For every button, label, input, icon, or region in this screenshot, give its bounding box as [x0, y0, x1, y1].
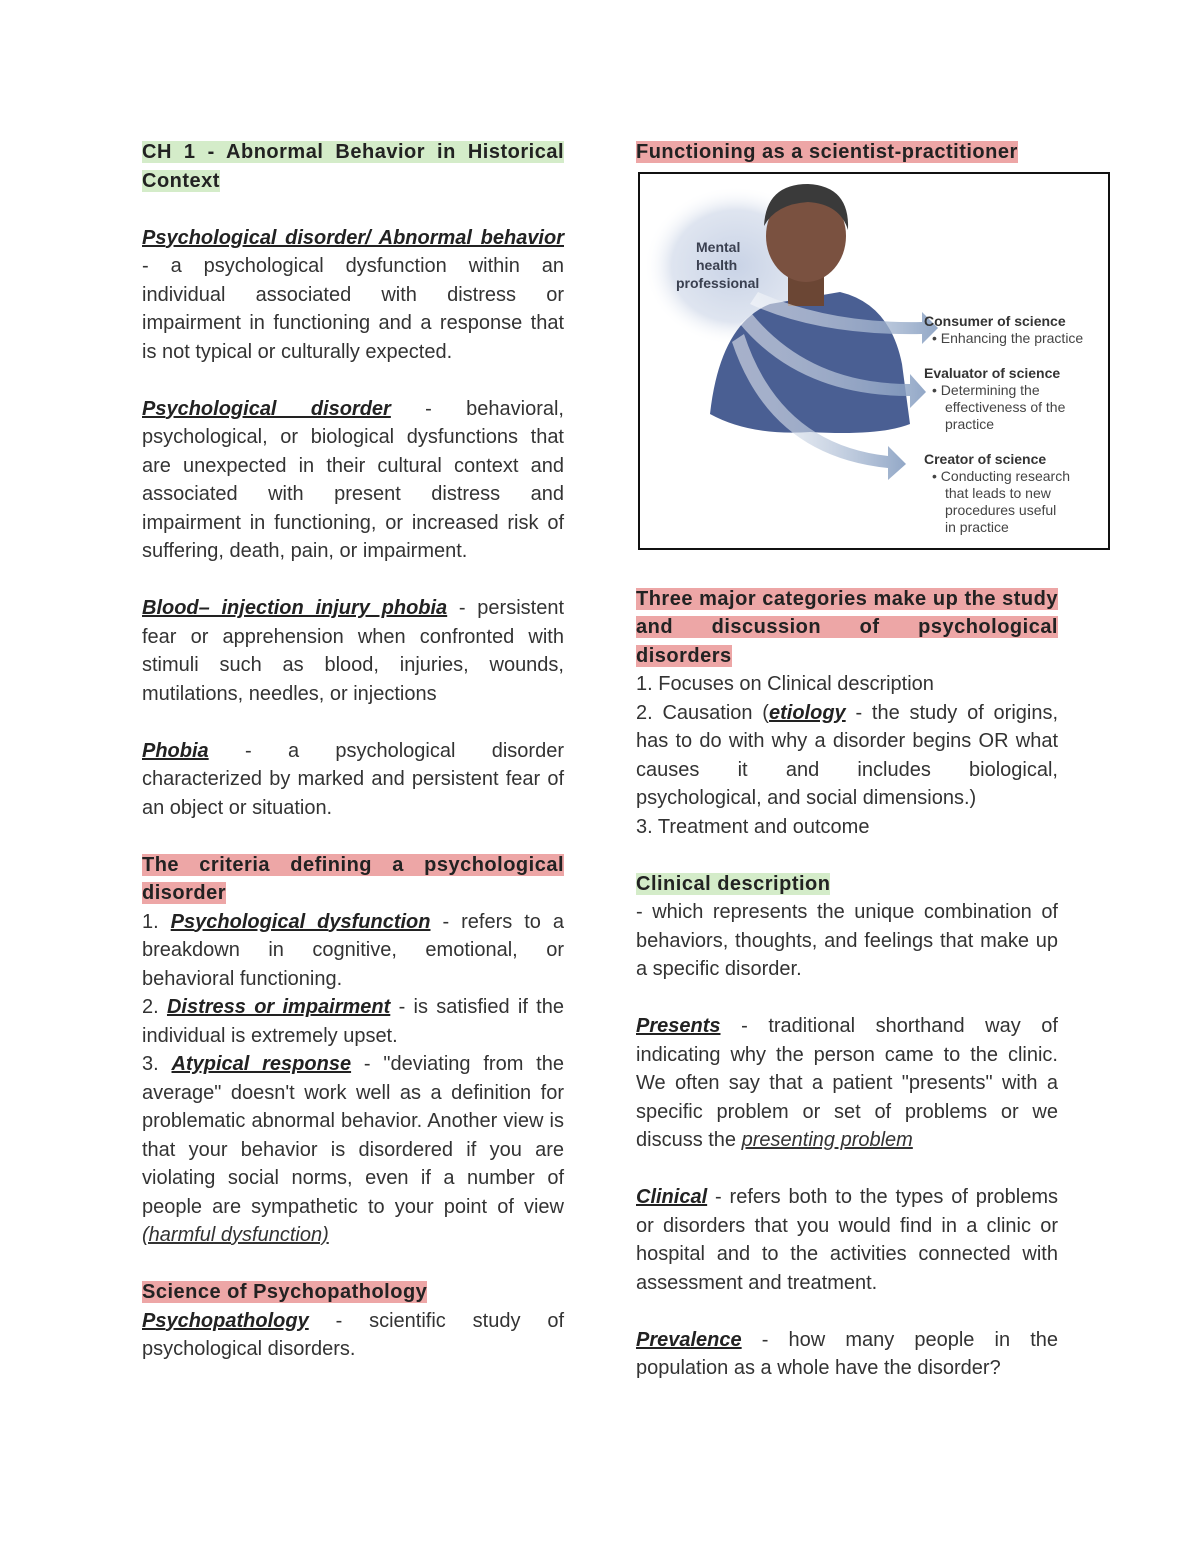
clinical-description-text: - which represents the unique combination of behaviors, thoughts, and feelings that make up a specific disorder. [636, 901, 1058, 980]
term-psychological-dysfunction: Psychological dysfunction [170, 910, 431, 933]
criteria-item [142, 993, 564, 1050]
category-item [636, 699, 1058, 813]
figure-heading-text: Functioning as a scientist-practitioner [636, 141, 1018, 163]
criteria-item [142, 908, 564, 994]
role-title: Creator of science [924, 451, 1047, 467]
term-distress-impairment: Distress or impairment [166, 996, 391, 1018]
term-abnormal-behavior: Psychological disorder/ Abnormal behavior [142, 226, 564, 249]
term-blood-injection-phobia: Blood– injection injury phobia [142, 597, 448, 619]
definition-psychopathology [142, 1307, 564, 1364]
criteria-heading [142, 851, 564, 908]
scientist-practitioner-figure [638, 172, 1110, 550]
figure-heading [636, 138, 1058, 167]
definition-clinical [636, 1183, 1058, 1297]
center-label-line: Mental [696, 239, 741, 255]
criteria-number: 2. [142, 996, 167, 1018]
role-line: practice [945, 416, 995, 432]
criteria-number: 3. [142, 1053, 172, 1075]
category-text: - the study of origins, has to do with why a disorder begins OR what causes it and includes biological, psychological, and social dimensions.) [636, 701, 1059, 809]
figure-illustration [640, 174, 1108, 548]
criteria-text: - is satisfied if the individual is extremely upset. [142, 996, 564, 1047]
role-consumer [924, 313, 1083, 346]
term-prevalence: Prevalence [636, 1328, 742, 1351]
definition-presents [636, 1012, 1058, 1155]
category-item: 1. Focuses on Clinical description [636, 673, 934, 695]
term-presents: Presents [636, 1015, 721, 1037]
criteria-item [142, 1050, 564, 1250]
criteria-text: - "deviating from the average" doesn't work well as a definition for problematic abnormal behavior. Another view is that your behavior is disordered if you are violating social norms, even if a number of people are sympathetic to your point of view [142, 1053, 564, 1218]
definition-phobia [142, 737, 564, 823]
chapter-title [142, 138, 564, 195]
left-column [142, 138, 564, 1364]
role-line: • Enhancing the practice [932, 330, 1084, 346]
definition-text: - persistent fear or apprehension when confronted with stimuli such as blood, injuries, wounds, mutilations, needles, or injections [142, 597, 565, 705]
definition-psychological-disorder [142, 395, 564, 566]
category-item: 3. Treatment and outcome [636, 815, 870, 838]
criteria-text: - refers to a breakdown in cognitive, emotional, or behavioral functioning. [142, 910, 564, 990]
definition-prevalence [636, 1326, 1058, 1383]
role-line: • Conducting research [932, 468, 1070, 484]
clinical-description-heading-text: Clinical description [636, 872, 831, 895]
role-title: Consumer of science [924, 313, 1066, 329]
role-creator [924, 451, 1070, 535]
role-line: in practice [945, 519, 1009, 535]
center-label-line: health [696, 257, 738, 273]
science-heading [142, 1278, 564, 1307]
chapter-title-text: CH 1 - Abnormal Behavior in Historical Context [142, 141, 564, 192]
category-prefix: 2. Causation ( [636, 701, 769, 724]
term-phobia: Phobia [142, 739, 209, 762]
definition-text: - behavioral, psychological, or biological dysfunctions that are unexpected in their cultural context and associated with present distress and impairment in functioning, or increased risk of suffering, death, pain, or impairment. [142, 397, 564, 562]
criteria-heading-text: The criteria defining a psychological disorder [142, 853, 564, 904]
role-line: procedures useful [945, 502, 1057, 518]
term-psychopathology: Psychopathology [142, 1309, 309, 1332]
science-heading-text: Science of Psychopathology [142, 1281, 428, 1303]
term-psychological-disorder: Psychological disorder [142, 397, 391, 420]
term-atypical-response: Atypical response [171, 1053, 352, 1075]
role-title: Evaluator of science [924, 365, 1061, 381]
criteria-number: 1. [142, 910, 171, 933]
definition-text: - how many people in the population as a whole have the disorder? [636, 1328, 1058, 1379]
categories-heading [636, 585, 1058, 671]
center-label-line: professional [676, 275, 760, 291]
definition-text: - refers both to the types of problems or disorders that you would find in a clinic or hospital and to the activities connected with assessment and treatment. [636, 1186, 1058, 1294]
categories-heading-text: Three major categories make up the study and discussion of psychological disorders [636, 587, 1058, 667]
definition-text: - traditional shorthand way of indicating why the person came to the clinic. We often say that a patient "presents" with a specific problem or set of problems or we discuss the [636, 1015, 1058, 1151]
presenting-problem: presenting problem [741, 1129, 913, 1151]
role-evaluator [924, 365, 1066, 432]
role-line: • Determining the [932, 382, 1040, 398]
term-clinical: Clinical [636, 1186, 708, 1208]
harmful-dysfunction: (harmful dysfunction) [142, 1224, 329, 1246]
definition-text: - scientific study of psychological disorders. [142, 1309, 564, 1360]
role-line: that leads to new [945, 485, 1051, 501]
definition-blood-injection-phobia [142, 594, 564, 708]
definition-text: - a psychological disorder characterized by marked and persistent fear of an object or situation. [142, 739, 564, 819]
clinical-description-heading [636, 870, 1058, 899]
definition-abnormal-behavior [142, 224, 564, 367]
definition-text: - a psychological dysfunction within an individual associated with distress or impairment in functioning and a response that is not typical or culturally expected. [142, 255, 564, 363]
term-etiology: etiology [768, 701, 846, 724]
role-line: effectiveness of the [945, 399, 1066, 415]
